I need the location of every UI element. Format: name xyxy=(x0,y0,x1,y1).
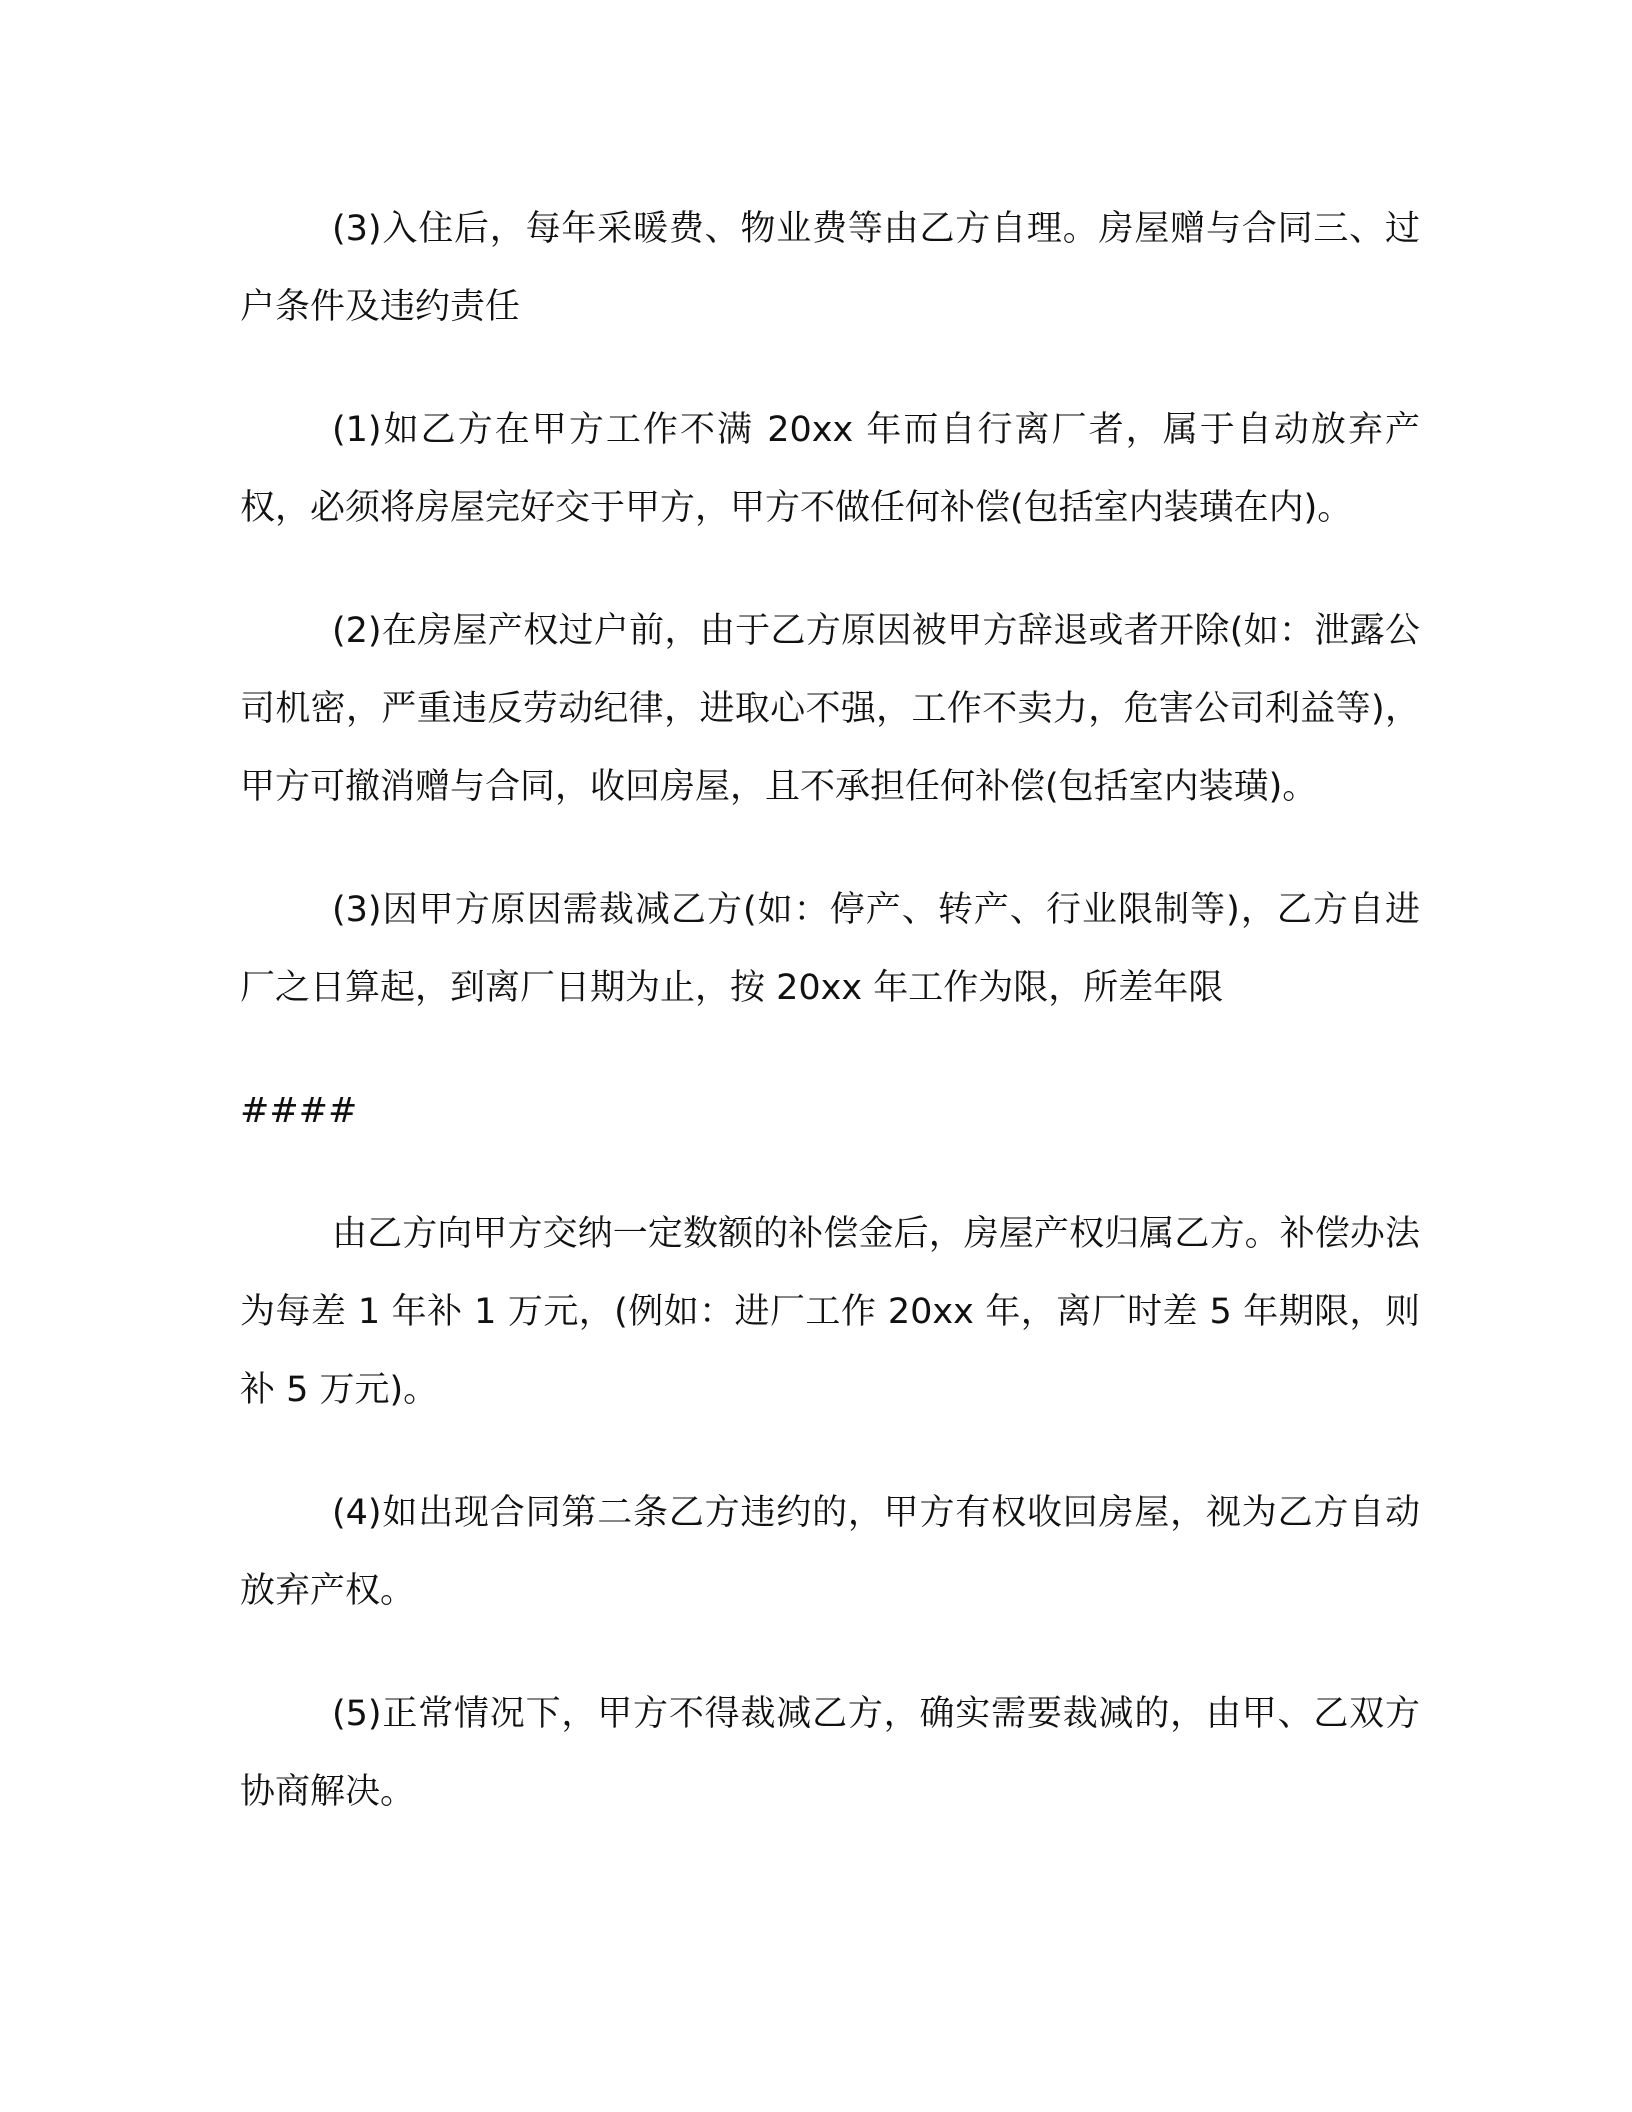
paragraph-clause-3: (3)因甲方原因需裁减乙方(如：停产、转产、行业限制等)，乙方自进厂之日算起，到离厂日期为止，按 20xx 年工作为限，所差年限 xyxy=(240,890,1420,1008)
document-page xyxy=(240,190,1420,1876)
paragraph-clause-4: (4)如出现合同第二条乙方违约的，甲方有权收回房屋，视为乙方自动放弃产权。 xyxy=(240,1493,1420,1611)
paragraph-clause-5: (5)正常情况下，甲方不得裁减乙方，确实需要裁减的，由甲、乙双方协商解决。 xyxy=(240,1694,1420,1812)
paragraph-heating-fees: (3)入住后，每年采暖费、物业费等由乙方自理。房屋赠与合同三、过户条件及违约责任 xyxy=(240,209,1420,327)
paragraph-placeholder-marks: #### xyxy=(240,1091,358,1131)
paragraph-compensation: 由乙方向甲方交纳一定数额的补偿金后，房屋产权归属乙方。补偿办法为每差 1 年补 1 万元，(例如：进厂工作 20xx 年，离厂时差 5 年期限，则补 5 万元)。 xyxy=(240,1214,1420,1410)
paragraph-clause-1: (1)如乙方在甲方工作不满 20xx 年而自行离厂者，属于自动放弃产权，必须将房屋完好交于甲方，甲方不做任何补偿(包括室内装璜在内)。 xyxy=(240,410,1420,528)
paragraph-clause-2: (2)在房屋产权过户前，由于乙方原因被甲方辞退或者开除(如：泄露公司机密，严重违反劳动纪律，进取心不强，工作不卖力，危害公司利益等)，甲方可撤消赠与合同，收回房屋，且不承担任何补偿(包括室内装璜)。 xyxy=(240,611,1420,807)
